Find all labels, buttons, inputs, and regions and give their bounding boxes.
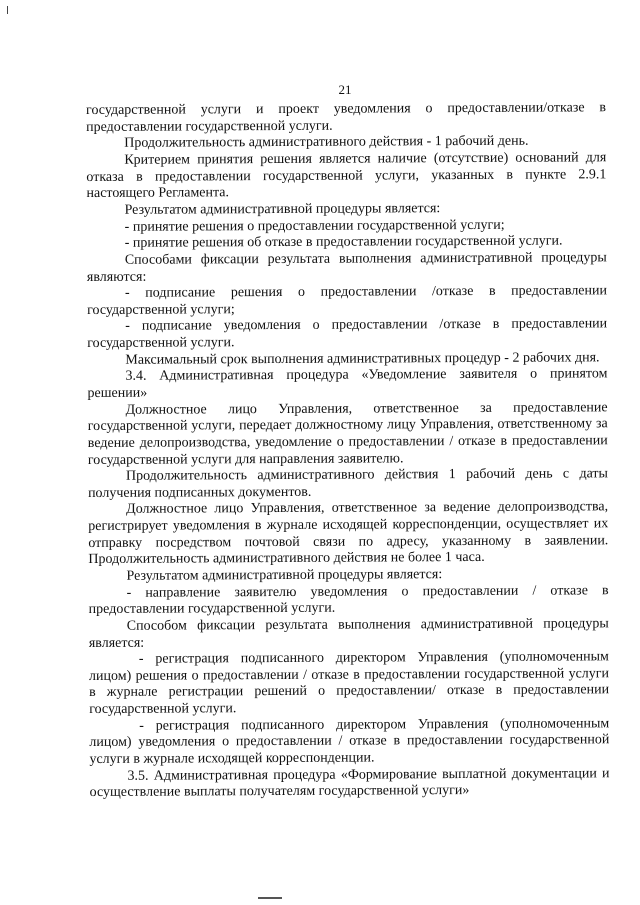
list-item-6: - регистрация подписанного директором Управления (уполномоченным лицом) решения о предоставлении / отказе в предоставлении государственной услуги в журнале регистрации решений о предоставлении/ отказе в предоставлении государственной услуги. (88, 649, 610, 717)
list-item-5: - направление заявителю уведомления о предоставлении / отказе в предоставлении государственной услуги. (88, 582, 609, 618)
scan-artifact-bottom (258, 897, 282, 899)
paragraph-6: Максимальный срок выполнения административных процедур - 2 рабочих дня. (125, 350, 600, 368)
section-heading-3-4: 3.4. Административная процедура «Уведомление заявителя о принятом решении» (87, 366, 608, 402)
list-item-3: - подписание решения о предоставлении /отказе в предоставлении государственной услуги; (87, 283, 608, 318)
scan-artifact-mark (7, 6, 8, 14)
document-body (86, 100, 610, 802)
paragraph-1: государственной услуги и проект уведомления о предоставлении/отказе в предоставлении государственной услуги. (86, 100, 607, 135)
page-number: 21 (338, 82, 352, 97)
list-item-2: - принятие решения об отказе в предоставлении государственной услуги. (124, 233, 563, 252)
paragraph-4: Результатом административной процедуры является: (124, 200, 441, 218)
paragraph-2: Продолжительность административного действия - 1 рабочий день. (124, 133, 529, 152)
list-item-1: - принятие решения о предоставлении государственной услуги; (124, 217, 505, 235)
section-heading-3-5: 3.5. Административная процедура «Формирование выплатной документации и осуществление выплаты получателям государственной услуги» (89, 765, 610, 801)
paragraph-9: Должностное лицо Управления, ответственное за ведение делопроизводства, регистрирует уведомления в журнале исходящей корреспонденции, осуществляет их отправку посредством почтовой связи по адресу, указанному в заявлении. Продолжительность административного действия не более 1 часа. (88, 499, 609, 568)
paragraph-11: Способом фиксации результата выполнения административной процедуры является: (88, 616, 609, 651)
list-item-4: - подписание уведомления о предоставлении /отказе в предоставлении государственной услуги. (87, 316, 608, 352)
list-item-7: - регистрация подписанного директором Управления (уполномоченным лицом) уведомления о предоставлении / отказе в предоставлении государственной услуги в журнале исходящей корреспонденции. (89, 715, 610, 767)
paragraph-5: Способами фиксации результата выполнения административной процедуры являются: (86, 250, 607, 285)
paragraph-3: Критерием принятия решения является наличие (отсутствие) оснований для отказа в предоставлении государственной услуги, указанных в пункте 2.9.1 настоящего Регламента. (86, 150, 607, 202)
paragraph-7: Должностное лицо Управления, ответственное за предоставление государственной услуги, передает должностному лицу Управления, ответственному за ведение делопроизводства, уведомление о предоставлении / отказе в предоставлении государственной услуги для направления заявителю. (87, 399, 608, 468)
paragraph-10: Результатом административной процедуры является: (126, 567, 443, 584)
paragraph-8: Продолжительность административного действия 1 рабочий день с даты получения подписанных документов. (88, 466, 608, 501)
